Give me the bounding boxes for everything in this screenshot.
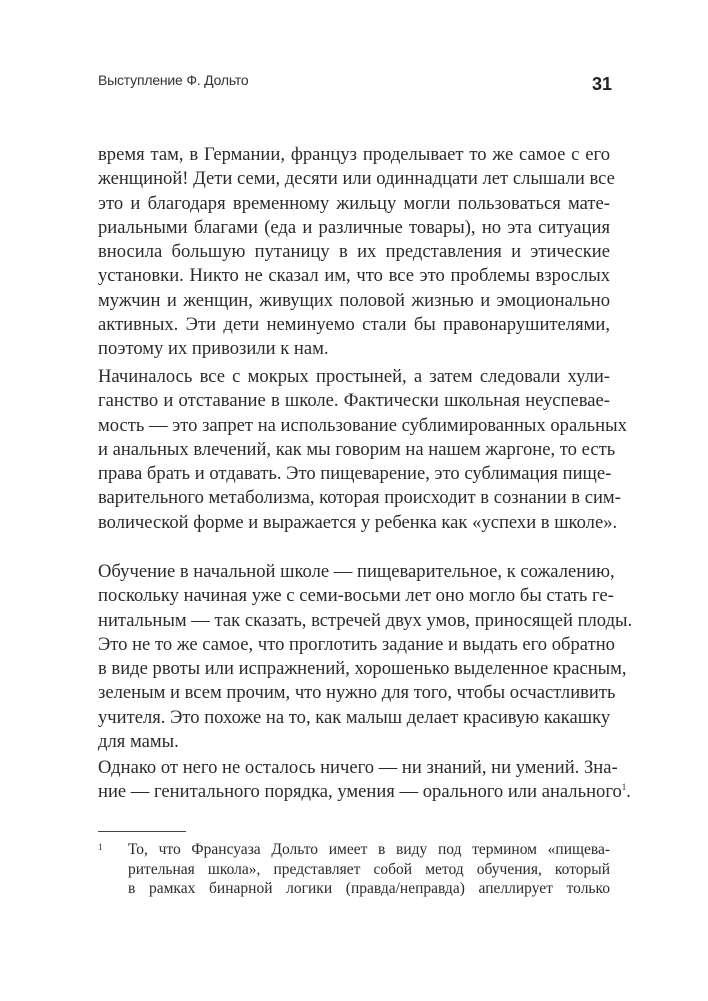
text-line: установки. Никто не сказал им, что все это проблемы взрослых [98, 265, 610, 287]
text-line: волической форме и выражается у ребенка как «успехи в школе». [98, 511, 618, 533]
text-line: ганство и отставание в школе. Фактически школьная неуспевае- [98, 390, 610, 412]
footnote-divider [98, 831, 186, 832]
text-line: время там, в Германии, француз проделывает то же самое с его [98, 144, 610, 165]
text-line-content: ние — генитального порядка, умения — орального или анального [98, 781, 622, 803]
text-line: Начиналось все с мокрых простыней, а затем следовали хули- [98, 366, 610, 387]
footnote-reference[interactable]: 1 [621, 782, 627, 793]
paragraph-3 [98, 560, 633, 754]
paragraph-1 [98, 143, 615, 362]
text-line: поскольку начиная уже с семи-восьми лет оно могло бы стать ге- [98, 585, 614, 607]
text-line: Это не то же самое, что проглотить задание и выдать его обратно [98, 633, 615, 655]
text-line: нитальным — так сказать, встречей двух умов, приносящей плоды. [98, 609, 633, 631]
paragraph-4 [98, 756, 631, 805]
footnote-line: рительная школа», представляет собой метод обучения, который [128, 860, 610, 878]
text-line: и анальных влечений, как мы говорим на нашем жаргоне, то есть [98, 438, 616, 460]
running-title: Выступление Ф. Дольто [98, 72, 249, 88]
text-line: для мамы. [98, 731, 179, 753]
footnote-line: То, что Франсуаза Дольто имеет в виду под термином «пищева- [128, 841, 610, 858]
text-line: поэтому их привозили к нам. [98, 338, 329, 360]
sentence-end: . [626, 781, 631, 803]
text-line: мость — это запрет на использование сублимированных оральных [98, 414, 627, 436]
footnote [98, 840, 610, 899]
text-line: Обучение в начальной школе — пищеварительное, к сожалению, [98, 561, 615, 582]
text-line: это и благодаря временному жильцу могли пользоваться мате- [98, 192, 610, 214]
text-line: мужчин и женщин, живущих половой жизнью и эмоционально [98, 289, 610, 311]
text-line: риальными благами (еда и различные товары), но эта ситуация [98, 216, 610, 238]
paragraph-2 [98, 365, 627, 535]
footnote-line: в рамках бинарной логики (правда/неправда) апеллирует только [128, 880, 610, 897]
page-number: 31 [591, 74, 612, 94]
footnote-mark: 1 [98, 842, 103, 852]
text-line: женщиной! Дети семи, десяти или одиннадцати лет слышали все [98, 168, 615, 190]
text-line: в виде рвоты или испражнений, хорошенько выделенное красным, [98, 658, 627, 680]
text-line: вносила большую путаницу в их представления и этические [98, 241, 610, 263]
text-line: варительного метаболизма, которая происходит в сознании в сим- [98, 487, 621, 509]
text-line: права брать и отдавать. Это пищеварение, это сублимация пище- [98, 463, 612, 485]
text-line [98, 780, 631, 804]
text-line: зеленым и всем прочим, что нужно для того, чтобы осчастливить [98, 682, 616, 704]
text-line: учителя. Это похоже на то, как малыш делает красивую какашку [98, 706, 611, 728]
text-line: активных. Эти дети неминуемо стали бы правонарушителями, [98, 314, 610, 336]
text-line: Однако от него не осталось ничего — ни знаний, ни умений. Зна- [98, 757, 618, 778]
